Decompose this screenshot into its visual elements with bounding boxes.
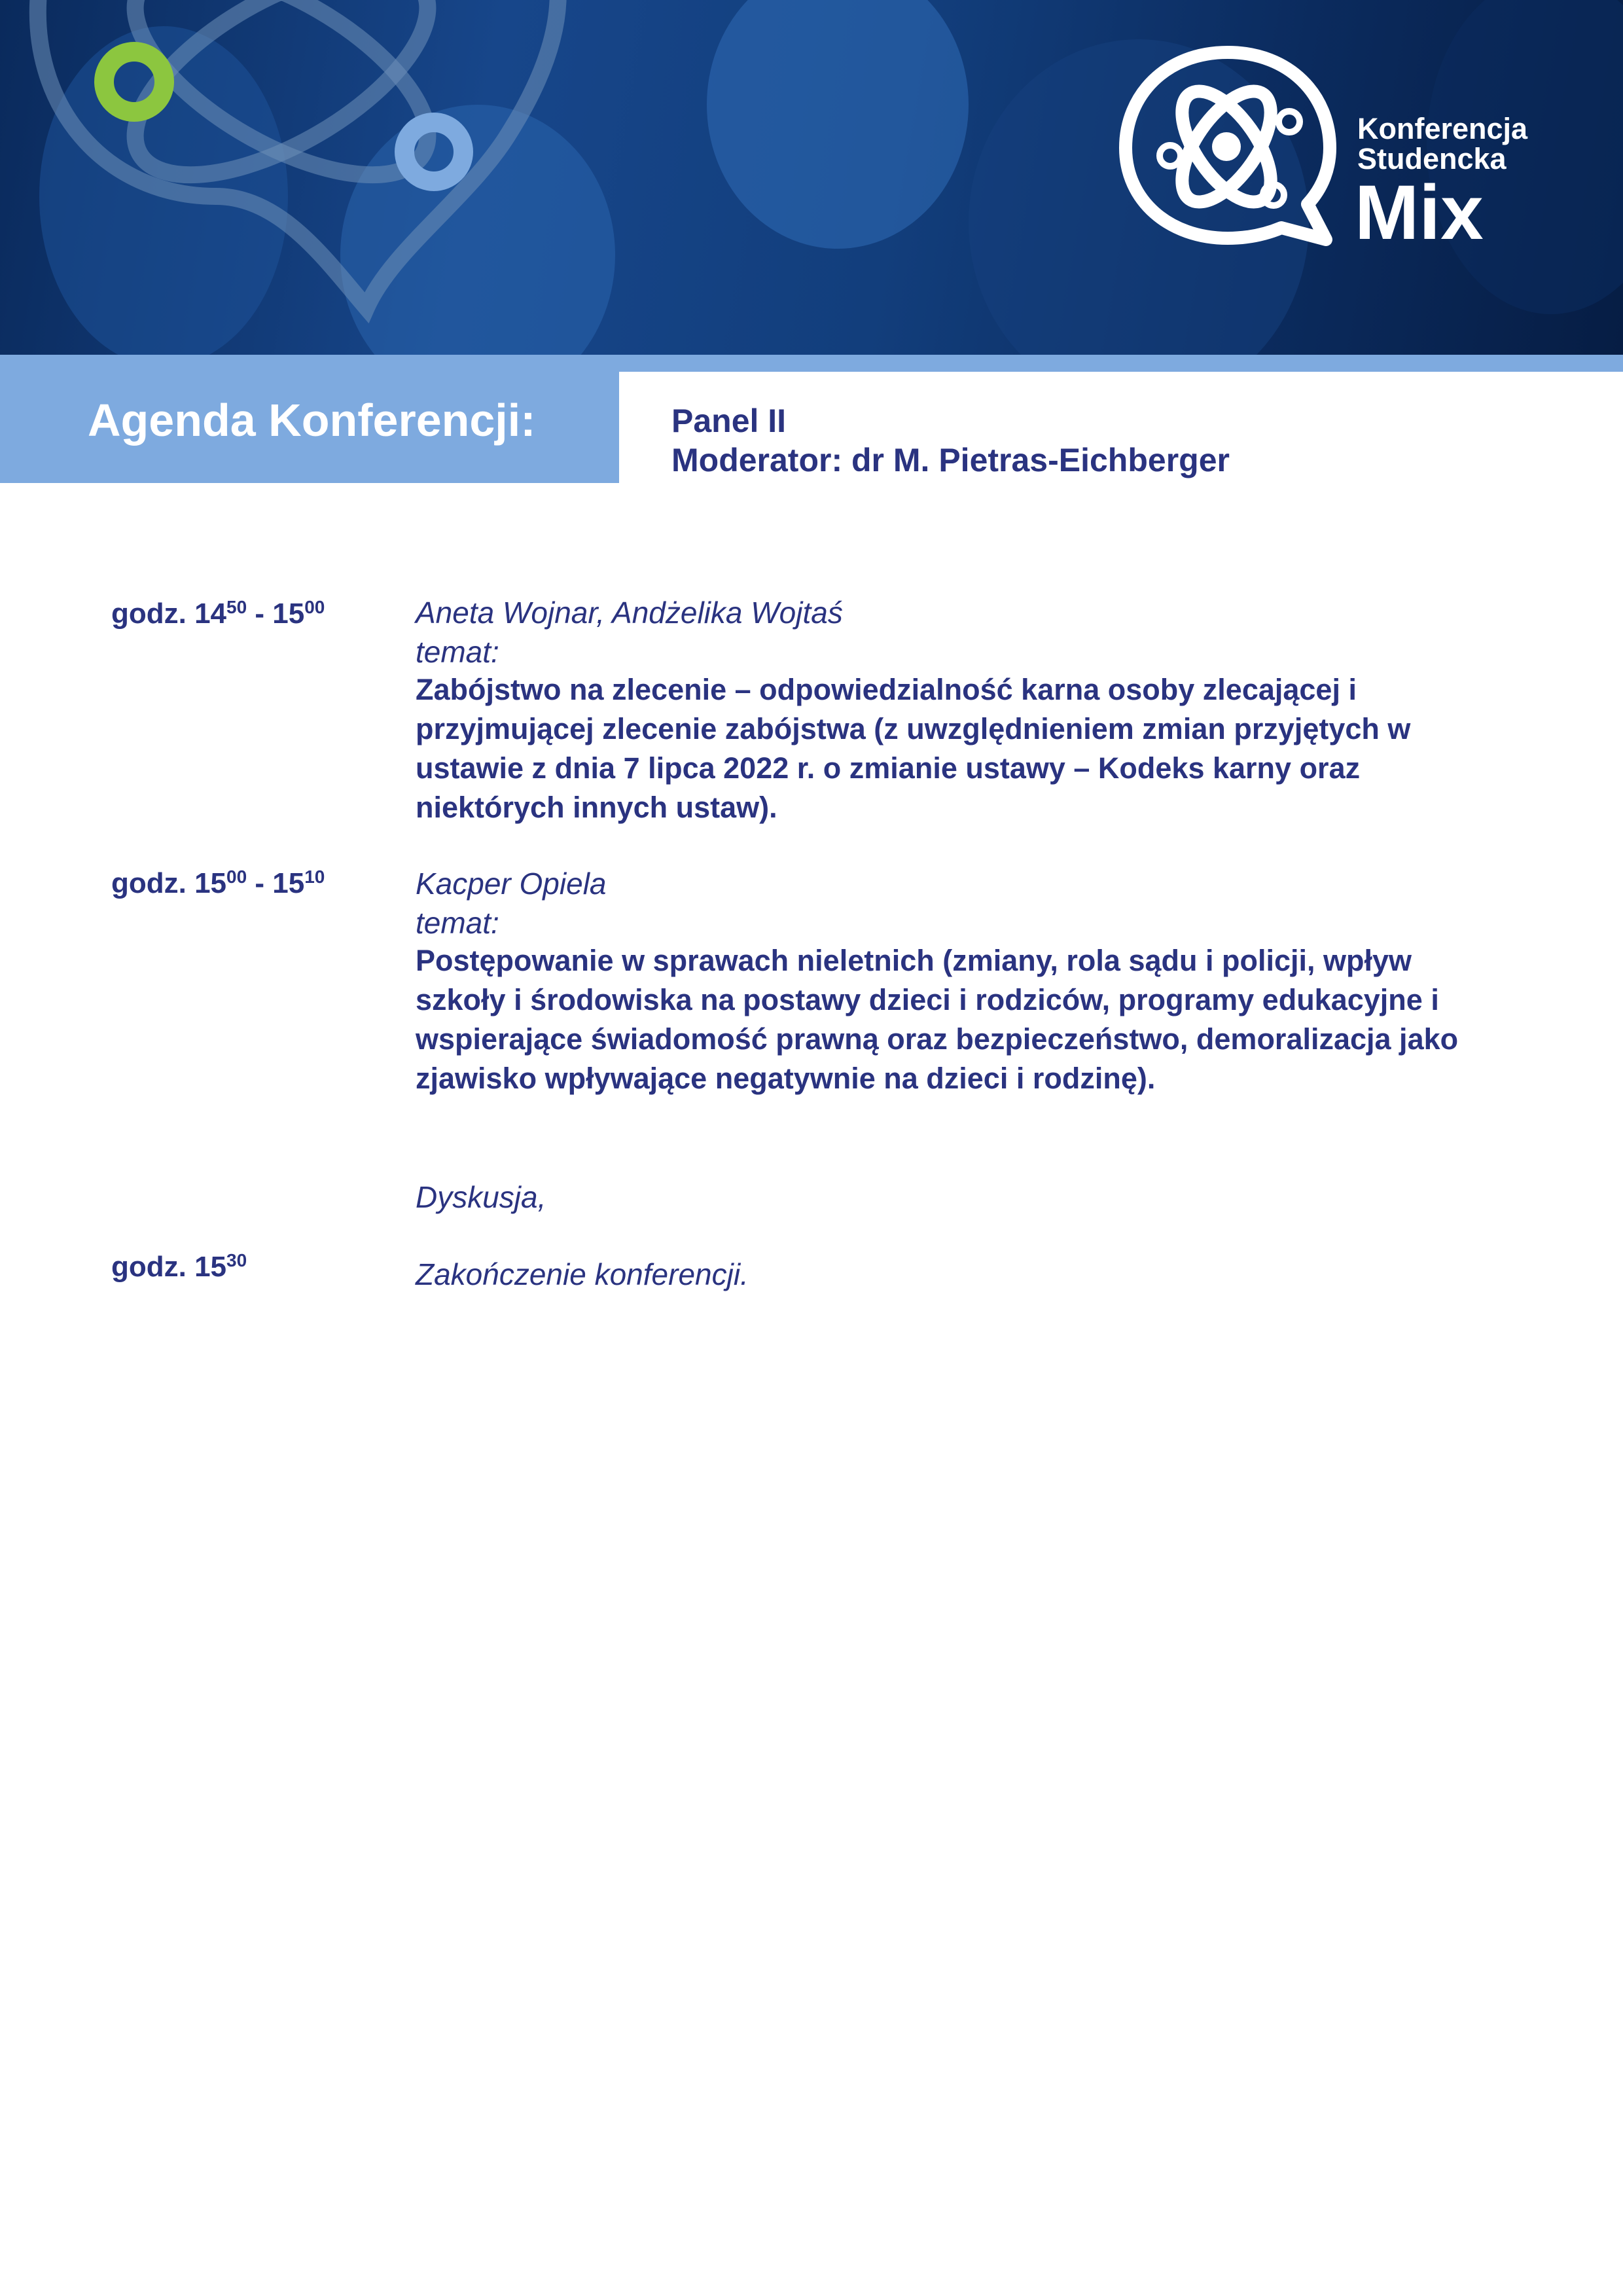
time-minutes: 10: [304, 867, 325, 887]
time-minutes: 00: [304, 597, 325, 617]
time-hour: godz. 15: [111, 1251, 227, 1283]
green-ring-icon: [104, 52, 164, 112]
moderator-label: Moderator: dr M. Pietras-Eichberger: [671, 442, 1230, 478]
logo-text-mix: Mix: [1355, 170, 1484, 256]
closing-time: [111, 1250, 247, 1283]
speaker-names: Kacper Opiela: [416, 867, 607, 901]
topic-label: temat:: [416, 906, 499, 940]
discussion-label: Dyskusja,: [416, 1180, 546, 1214]
time-hour: - 15: [247, 598, 305, 630]
decorative-bubble-outline: [0, 0, 654, 355]
logo-text-studencka: Studencka: [1357, 142, 1507, 175]
topic-text: Postępowanie w sprawach nieletnich (zmiany, rola sądu i policji, wpływ szkoły i środowiska na postawy dzieci i rodziców, programy edukacyjne i wspierające świadomość prawną oraz bezpieczeństwo, demoralizacja jako zjawisko wpływające negatywnie na dzieci i rodzinę).: [416, 944, 1459, 1095]
time-hour: godz. 15: [111, 867, 227, 899]
time-hour: - 15: [247, 867, 305, 899]
topic-label: temat:: [416, 635, 499, 669]
speaker-names: Aneta Wojnar, Andżelika Wojtaś: [416, 596, 843, 630]
time-minutes: 30: [226, 1250, 247, 1270]
page-title: Agenda Konferencji:: [88, 395, 536, 446]
logo-text-konferencja: Konferencja: [1357, 112, 1528, 145]
agenda-time: [111, 597, 325, 630]
blue-ring-icon: [404, 122, 463, 181]
closing-label: Zakończenie konferencji.: [416, 1257, 749, 1291]
topic-text: Zabójstwo na zlecenie – odpowiedzialność karna osoby zlecającej i przyjmującej zlecenie zabójstwa (z uwzględnieniem zmian przyjętych w ustawie z dnia 7 lipca 2022 r. o zmianie ustawy – Kodeks karny oraz niektórych innych ustaw).: [416, 673, 1411, 824]
time-minutes: 00: [226, 867, 247, 887]
photo-figure: [707, 0, 969, 249]
time-hour: godz. 14: [111, 598, 227, 630]
header-banner: [0, 0, 1623, 355]
time-minutes: 50: [226, 597, 247, 617]
panel-label: Panel II: [671, 403, 787, 439]
logo-atom-bubble-icon: [1116, 43, 1339, 253]
agenda-time: [111, 869, 325, 898]
